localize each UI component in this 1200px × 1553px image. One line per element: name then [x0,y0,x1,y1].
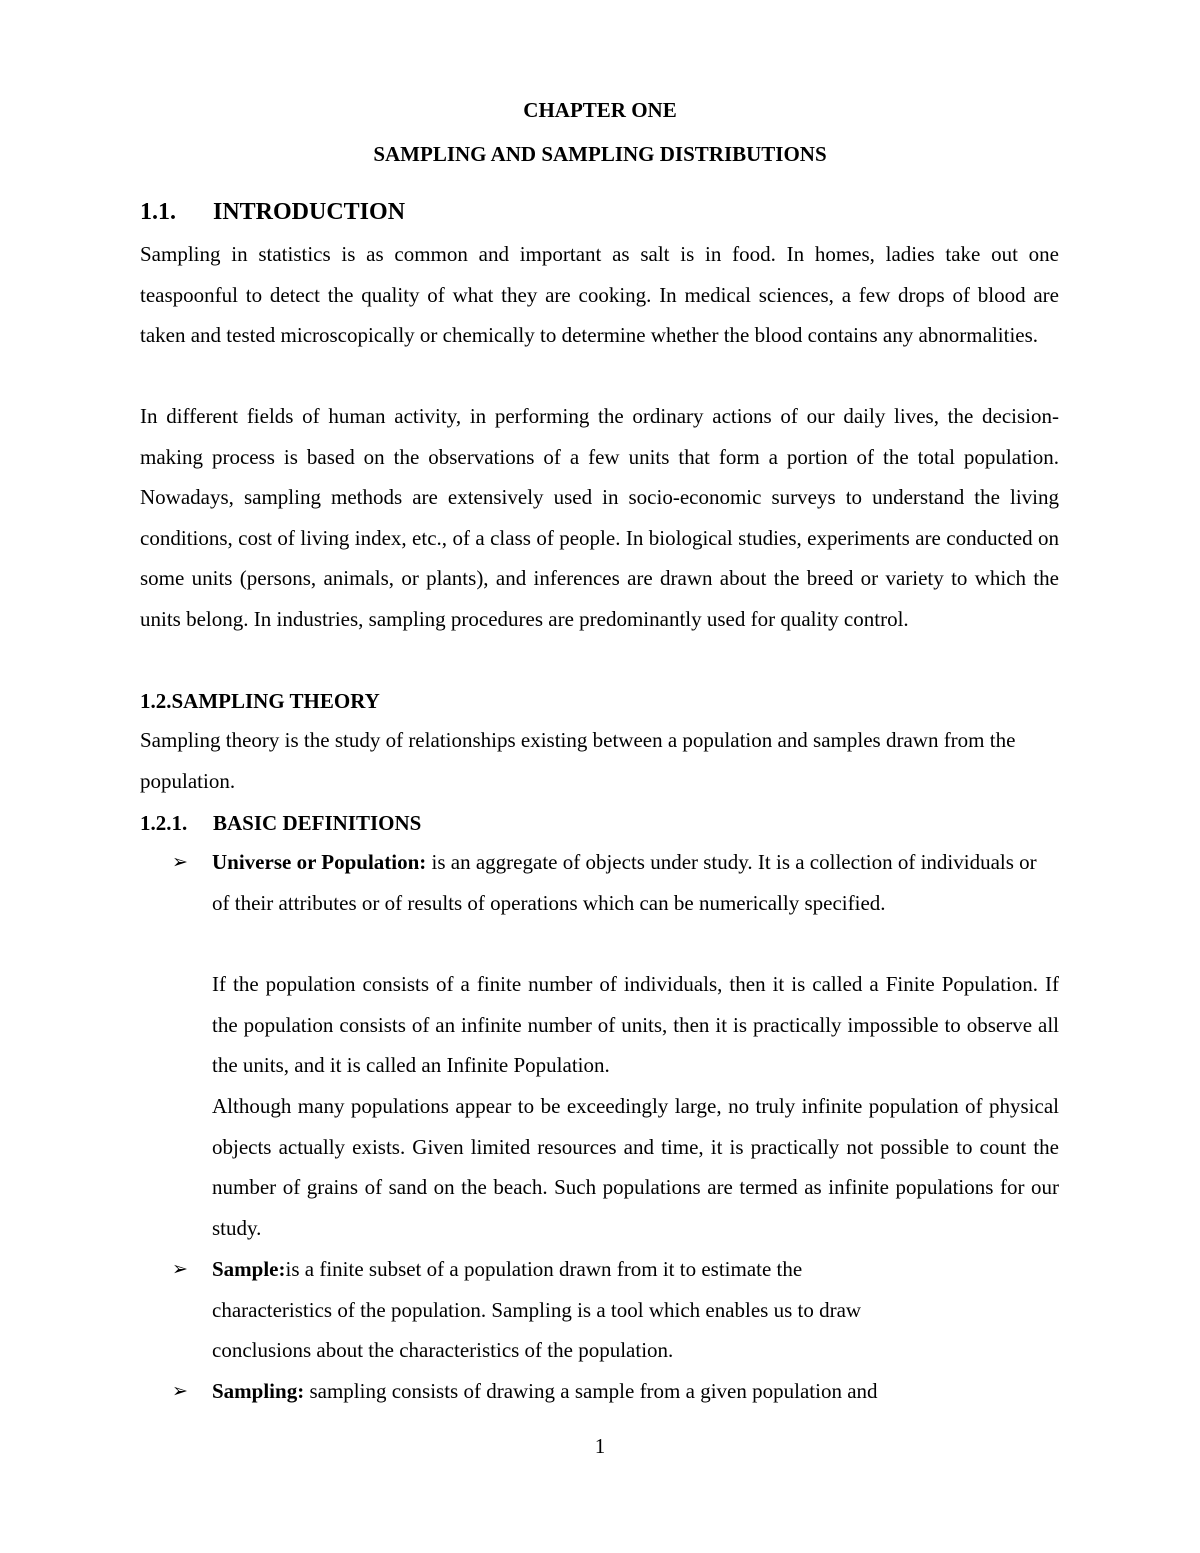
definition-sampling [212,1371,1059,1412]
theory-paragraph: Sampling theory is the study of relationships existing between a population and samples drawn from the population. [140,728,1016,793]
chapter-label: CHAPTER ONE [523,98,677,122]
definition-sampling-text: sampling consists of drawing a sample from a given population and [304,1379,878,1403]
page-number: 1 [594,1434,606,1458]
section-1-2-heading: 1.2.SAMPLING THEORY [140,689,380,713]
bullet-arrow-icon: ➢ [172,1259,188,1280]
definition-sampling-term: Sampling: [212,1379,305,1403]
definition-universe [212,842,1059,923]
section-1-1-heading: INTRODUCTION [213,199,406,225]
definition-universe-term: Universe or Population: [212,850,427,874]
bullet-arrow-icon: ➢ [172,852,188,873]
intro-paragraph-1: Sampling in statistics is as common and important as salt is in food. In homes, ladies take out one teaspoonful to detect the quality of what they are cooking. In medical sciences, a few drops of blood are taken and tested microscopically or chemically to determine whether the blood contains any abnormalities. [140,242,1059,347]
chapter-title: SAMPLING AND SAMPLING DISTRIBUTIONS [373,142,827,166]
definition-sample-line-1: is a finite subset of a population drawn from it to estimate the [285,1257,803,1281]
section-1-2-1-heading: BASIC DEFINITIONS [213,811,422,835]
definition-universe-paragraph-2: If the population consists of a finite number of individuals, then it is called a Finite Population. If the population consists of an infinite number of units, then it is practically impossible to observe all the units, and it is called an Infinite Population. [212,972,1059,1077]
definition-sample-term: Sample: [212,1257,286,1281]
definition-universe-paragraph-3: Although many populations appear to be exceedingly large, no truly infinite population of physical objects actually exists. Given limited resources and time, it is practically not possible to count the number of grains of sand on the beach. Such populations are termed as infinite populations for our study. [212,1094,1059,1240]
intro-paragraph-2: In different fields of human activity, in performing the ordinary actions of our daily lives, the decision-making process is based on the observations of a few units that form a portion of the total population. Nowadays, sampling methods are extensively used in socio-economic surveys to understand the living conditions, cost of living index, etc., of a class of people. In biological studies, experiments are conducted on some units (persons, animals, or plants), and inferences are drawn about the breed or variety to which the units belong. In industries, sampling procedures are predominantly used for quality control. [140,404,1059,631]
section-1-1-number: 1.1. [140,199,176,225]
definition-sample-line-2: characteristics of the population. Sampling is a tool which enables us to draw [212,1297,862,1322]
bullet-arrow-icon: ➢ [172,1381,188,1402]
definition-universe-text: is an aggregate of objects under study. It is a collection of individuals or of their attributes or of results of operations which can be numerically specified. [212,850,1037,915]
definition-sample [212,1249,1059,1371]
section-1-2-1-number: 1.2.1. [140,811,188,835]
definition-sample-line-3: conclusions about the characteristics of the population. [212,1338,674,1362]
